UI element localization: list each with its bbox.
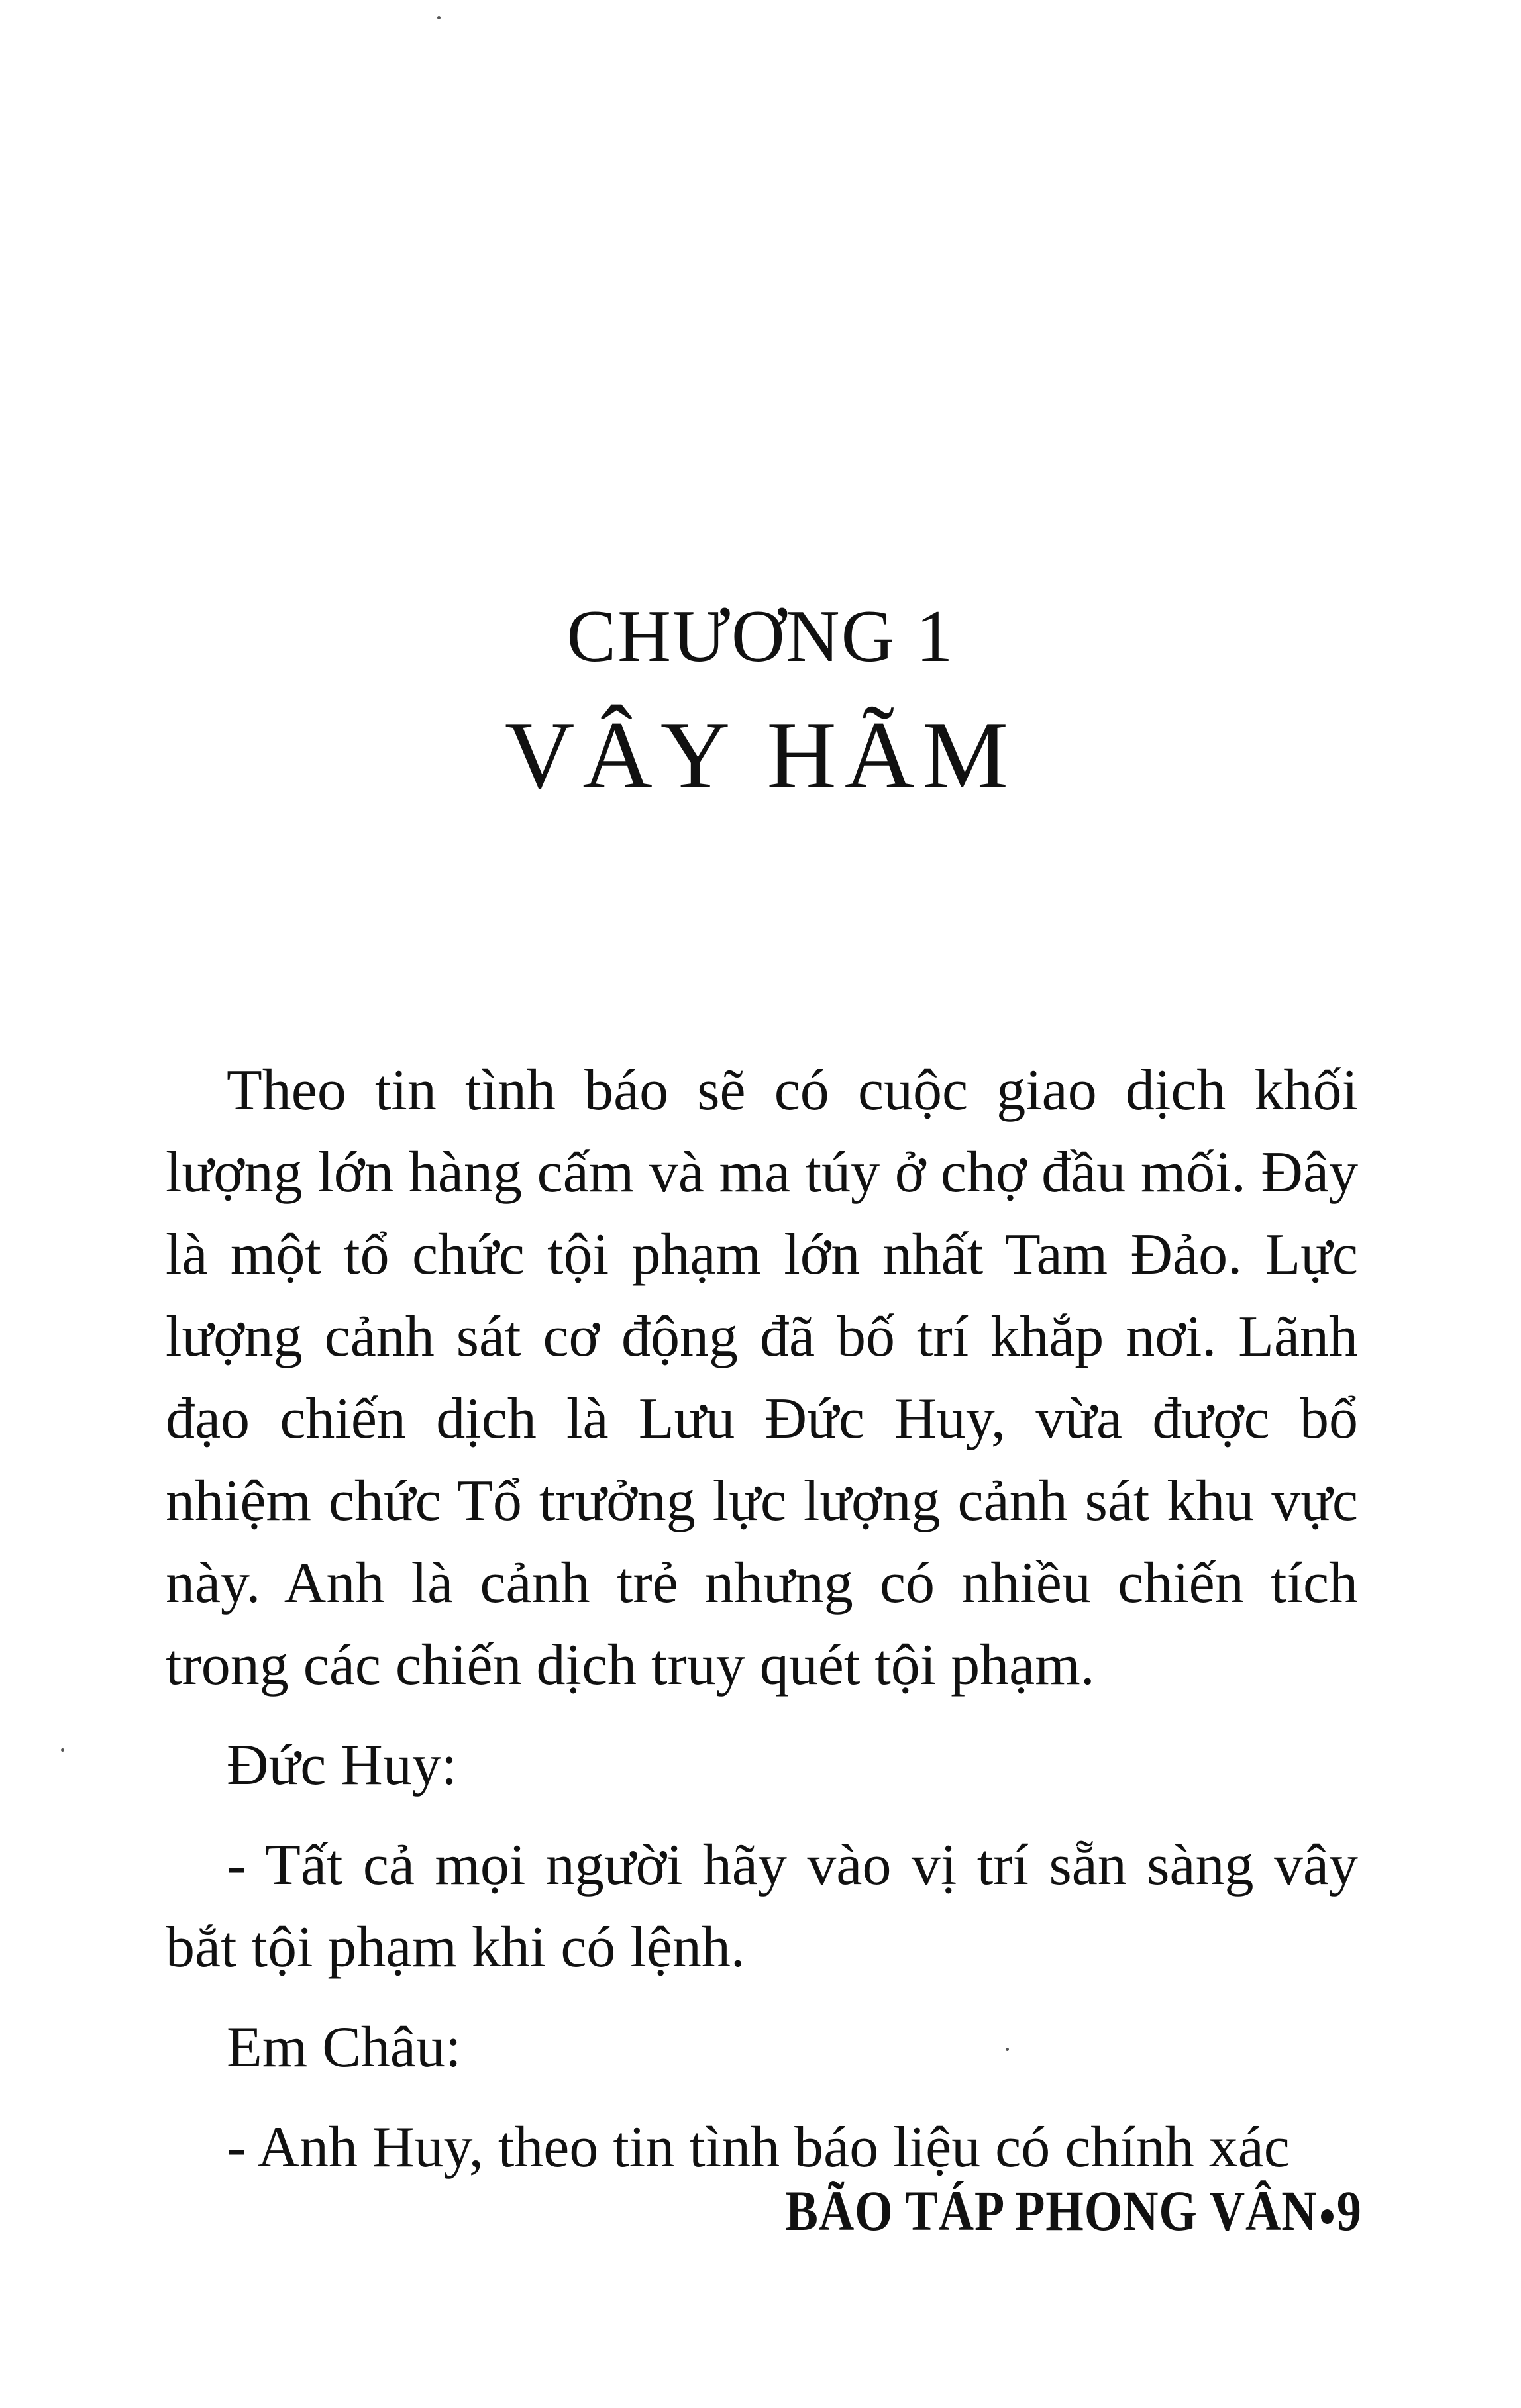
running-footer <box>785 2179 1362 2242</box>
speaker-label: Đức Huy: <box>227 1733 458 1797</box>
chapter-body <box>166 1050 1358 2189</box>
paper-speck <box>437 16 441 19</box>
chapter-title: VÂY HÃM <box>504 701 1017 809</box>
dialogue-line: - Anh Huy, theo tin tình báo liệu có chính xác <box>227 2115 1290 2180</box>
narrative-paragraph: Theo tin tình báo sẽ có cuộc giao dịch khối lượng lớn hàng cấm và ma túy ở chợ đầu mối. Đây là một tổ chức tội phạm lớn nhất Tam Đảo. Lực lượng cảnh sát cơ động đã bố trí khắp nơi. Lãnh đạo chiến dịch là Lưu Đức Huy, vừa được bổ nhiệm chức Tổ trưởng lực lượng cảnh sát khu vực này. Anh là cảnh trẻ nhưng có nhiều chiến tích trong các chiến dịch truy quét tội phạm. <box>166 1058 1358 1697</box>
dialogue-line: - Tất cả mọi người hãy vào vị trí sẵn sàng vây bắt tội phạm khi có lệnh. <box>166 1833 1358 1980</box>
bullet-dot-icon <box>1321 2209 1334 2224</box>
speaker-label: Em Châu: <box>227 2015 462 2080</box>
page-number: 9 <box>1337 2179 1362 2242</box>
chapter-number: CHƯƠNG 1 <box>566 595 955 677</box>
paper-speck <box>61 1748 64 1752</box>
book-title: BÃO TÁP PHONG VÂN <box>785 2179 1318 2242</box>
